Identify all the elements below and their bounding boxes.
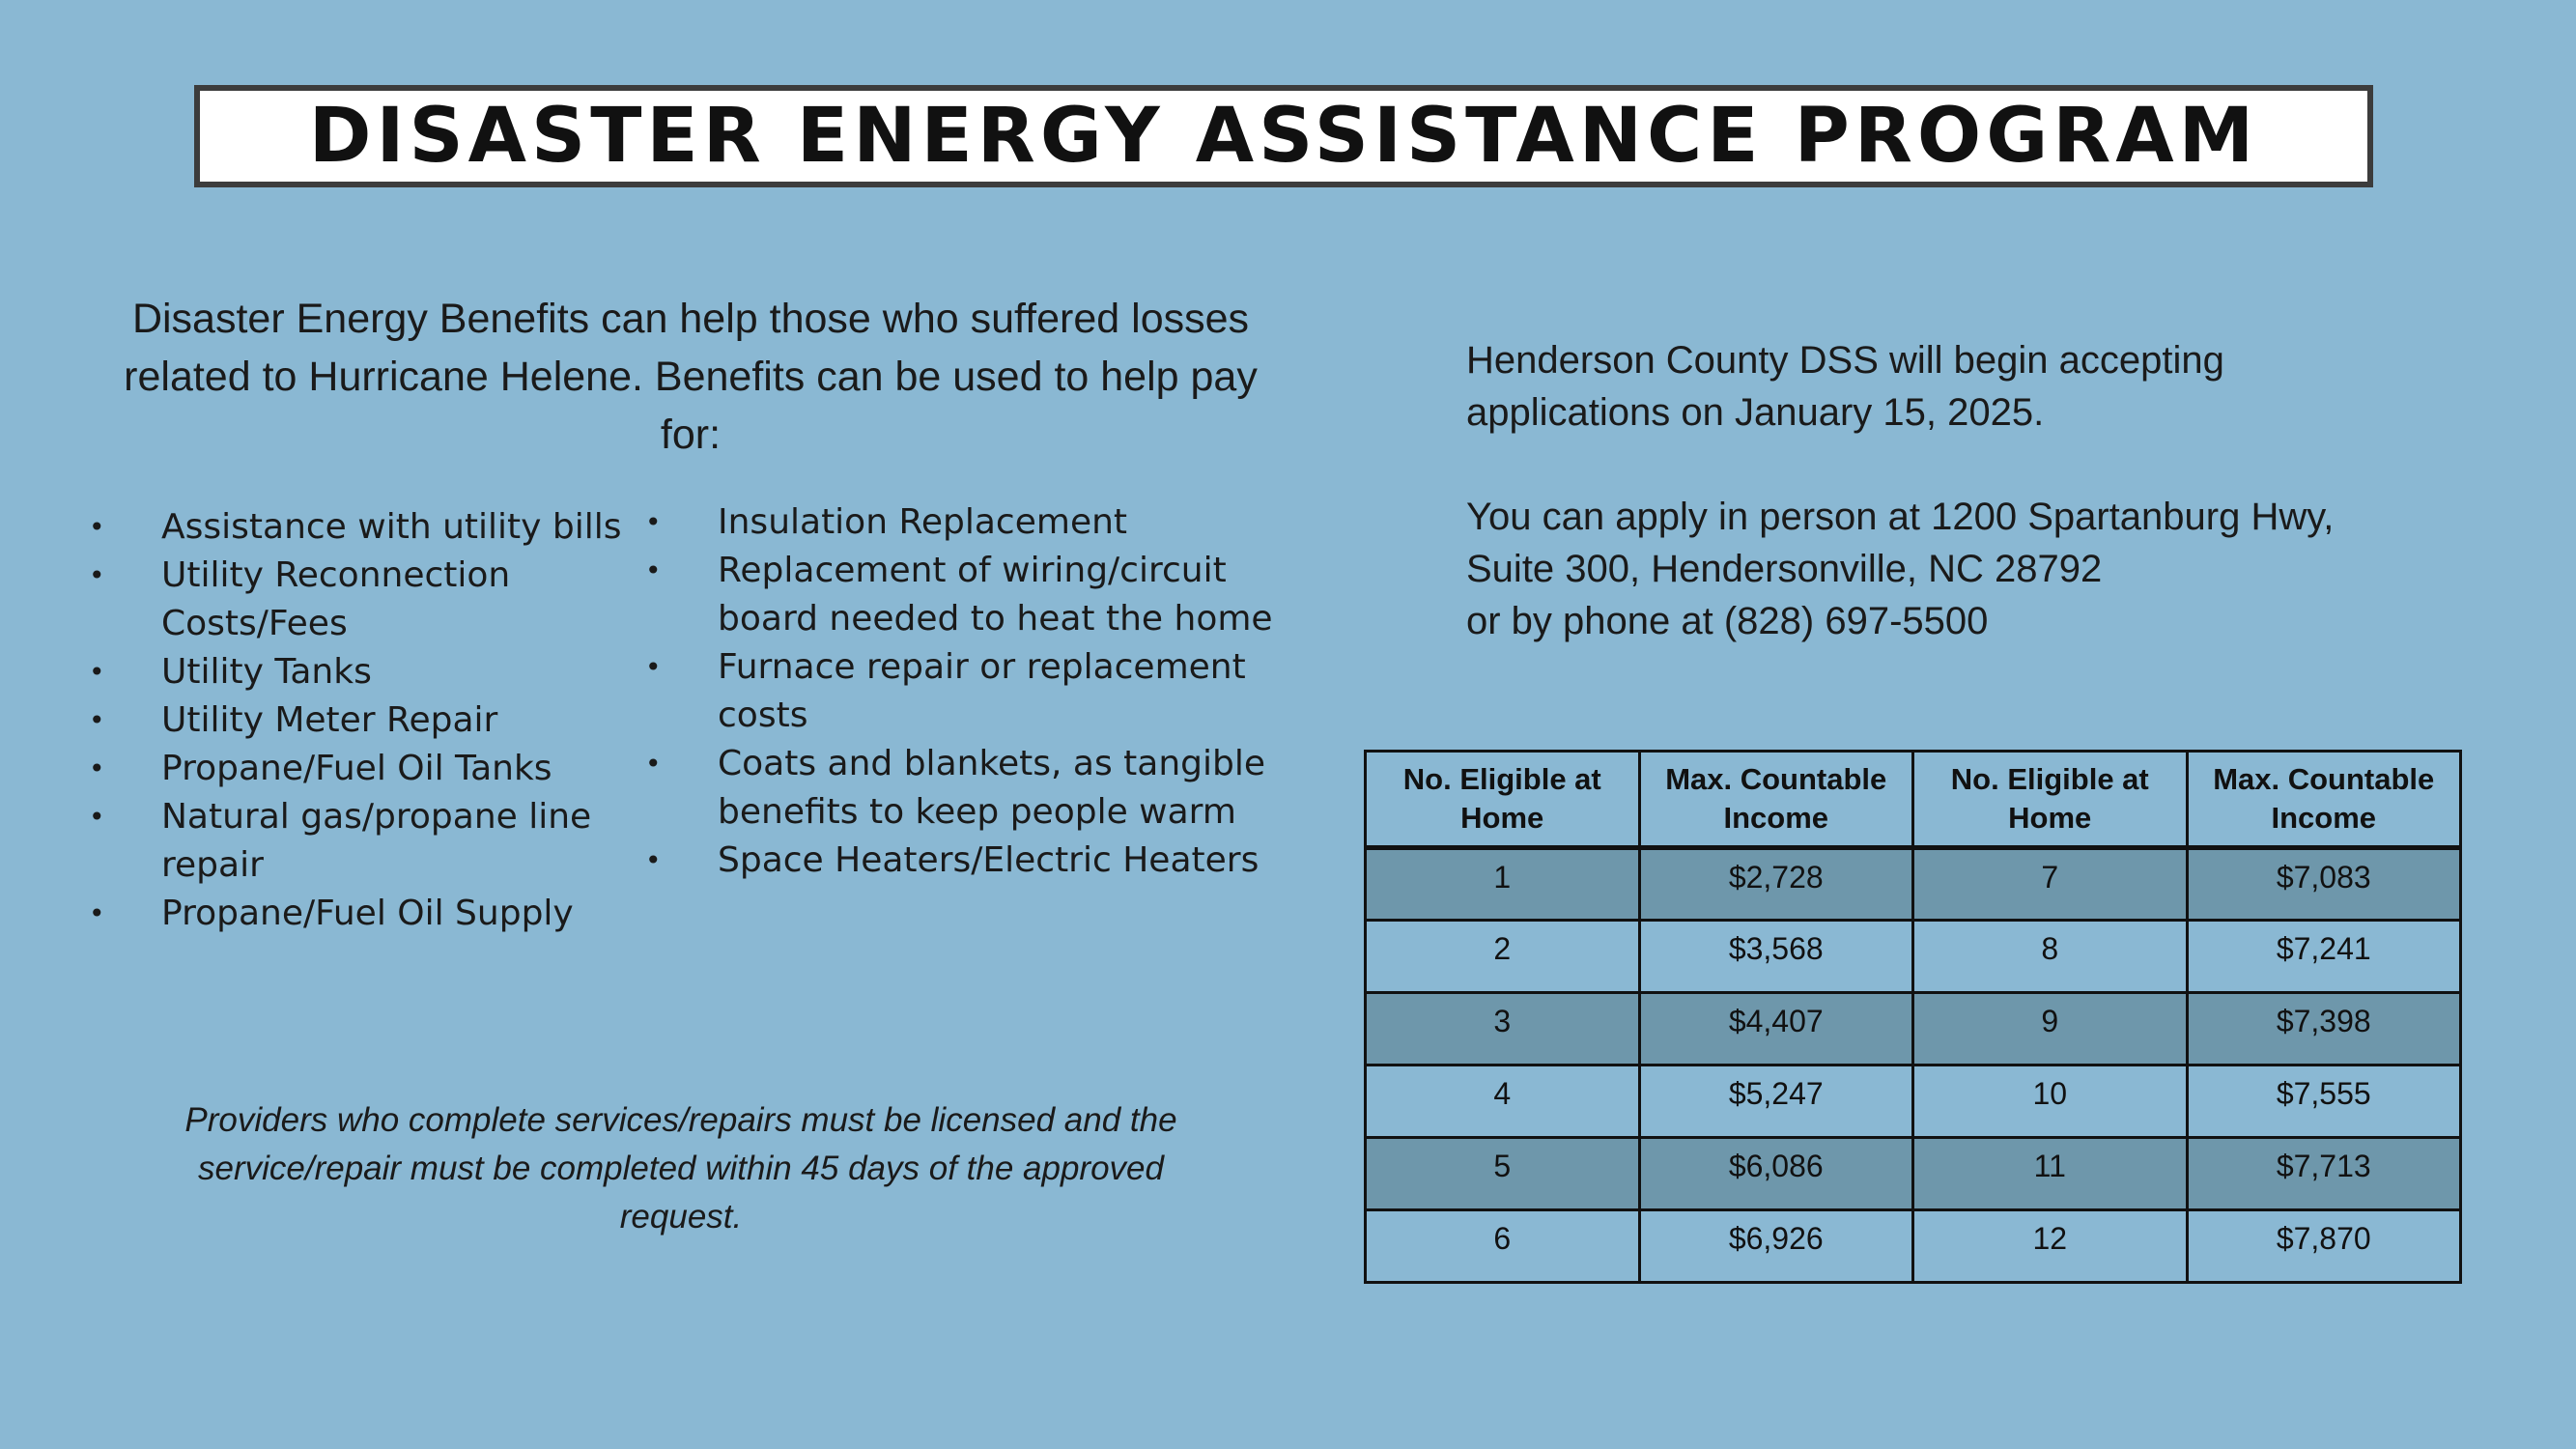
table-cell: 1 — [1366, 848, 1640, 921]
bullet-icon: • — [89, 656, 105, 688]
list-item-label: Replacement of wiring/circuit board needed to heat the home — [718, 551, 1273, 639]
table-cell: 5 — [1366, 1138, 1640, 1210]
table-row — [1366, 993, 2461, 1065]
bullet-icon: • — [89, 559, 105, 591]
table-cell: 7 — [1913, 848, 2188, 921]
list-item-label: Coats and blankets, as tangible benefits to keep people warm — [718, 744, 1266, 832]
bullet-icon: • — [645, 651, 662, 683]
list-item — [645, 643, 1283, 740]
table-row — [1366, 848, 2461, 921]
table-cell: $7,713 — [2187, 1138, 2461, 1210]
list-item — [89, 503, 630, 552]
table-cell: 9 — [1913, 993, 2188, 1065]
list-item-label: Assistance with utility bills — [161, 507, 622, 547]
table-row — [1366, 1210, 2461, 1283]
info-line: or by phone at (828) 697-5500 — [1466, 600, 1989, 642]
info-line: Henderson County DSS will begin accepting — [1466, 339, 2224, 382]
table-cell: 3 — [1366, 993, 1640, 1065]
list-item — [89, 793, 630, 890]
table-cell: $6,086 — [1639, 1138, 1913, 1210]
bullet-icon: • — [89, 801, 105, 833]
bullet-icon: • — [89, 511, 105, 543]
table-cell: $4,407 — [1639, 993, 1913, 1065]
table-row — [1366, 1138, 2461, 1210]
benefits-list-left — [89, 503, 630, 938]
list-item-label: Utility Meter Repair — [161, 700, 498, 740]
list-item — [645, 837, 1283, 885]
table-row — [1366, 921, 2461, 993]
table-header-cell: No. Eligible at Home — [1366, 752, 1640, 848]
table-header-cell: Max. Countable Income — [1639, 752, 1913, 848]
table-cell: $6,926 — [1639, 1210, 1913, 1283]
bullet-icon: • — [645, 844, 662, 876]
bullet-icon: • — [645, 748, 662, 780]
list-item — [645, 498, 1283, 547]
intro-text: Disaster Energy Benefits can help those who suffered losses related to Hurricane Helene. Benefits can be used to help pay for: — [124, 296, 1258, 458]
table-header-cell: Max. Countable Income — [2187, 752, 2461, 848]
table-cell: $7,398 — [2187, 993, 2461, 1065]
table-cell: $7,870 — [2187, 1210, 2461, 1283]
list-item — [89, 745, 630, 793]
table-cell: 4 — [1366, 1065, 1640, 1138]
list-item — [89, 552, 630, 648]
page-title: DISASTER ENERGY ASSISTANCE PROGRAM — [308, 93, 2259, 180]
table-cell: $2,728 — [1639, 848, 1913, 921]
list-item — [89, 696, 630, 745]
list-item-label: Insulation Replacement — [718, 502, 1128, 542]
list-item-label: Propane/Fuel Oil Supply — [161, 894, 574, 933]
list-item — [645, 547, 1283, 643]
bullet-icon: • — [89, 753, 105, 784]
provider-note: Providers who complete services/repairs must be licensed and the service/repair must be completed within 45 days of the approved request. — [184, 1101, 1177, 1236]
list-item — [645, 740, 1283, 837]
table-cell: $7,083 — [2187, 848, 2461, 921]
bullet-icon: • — [89, 897, 105, 929]
info-line: Suite 300, Hendersonville, NC 28792 — [1466, 548, 2103, 590]
list-item-label: Furnace repair or replacement costs — [718, 647, 1246, 735]
table-cell: $3,568 — [1639, 921, 1913, 993]
bullet-icon: • — [89, 704, 105, 736]
table-cell: 10 — [1913, 1065, 2188, 1138]
title-box — [194, 85, 2373, 187]
table-header-row — [1366, 752, 2461, 848]
bullet-icon: • — [645, 554, 662, 586]
info-spacer — [1466, 439, 2432, 491]
table-cell: 2 — [1366, 921, 1640, 993]
table-cell: 11 — [1913, 1138, 2188, 1210]
table-header-cell: No. Eligible at Home — [1913, 752, 2188, 848]
list-item — [89, 890, 630, 938]
table-row — [1366, 1065, 2461, 1138]
list-item-label: Utility Tanks — [161, 652, 372, 692]
table-cell: 12 — [1913, 1210, 2188, 1283]
income-table — [1364, 750, 2462, 1284]
info-line: applications on January 15, 2025. — [1466, 391, 2045, 434]
application-info — [1466, 334, 2432, 647]
list-item-label: Space Heaters/Electric Heaters — [718, 840, 1260, 880]
table-cell: 6 — [1366, 1210, 1640, 1283]
list-item-label: Propane/Fuel Oil Tanks — [161, 749, 552, 788]
list-item-label: Natural gas/propane line repair — [161, 797, 592, 885]
benefits-list-right — [645, 498, 1283, 885]
table-cell: 8 — [1913, 921, 2188, 993]
table-cell: $7,555 — [2187, 1065, 2461, 1138]
list-item — [89, 648, 630, 696]
table-cell: $5,247 — [1639, 1065, 1913, 1138]
info-line: You can apply in person at 1200 Spartanburg Hwy, — [1466, 496, 2335, 538]
bullet-icon: • — [645, 506, 662, 538]
list-item-label: Utility Reconnection Costs/Fees — [161, 555, 511, 643]
table-cell: $7,241 — [2187, 921, 2461, 993]
